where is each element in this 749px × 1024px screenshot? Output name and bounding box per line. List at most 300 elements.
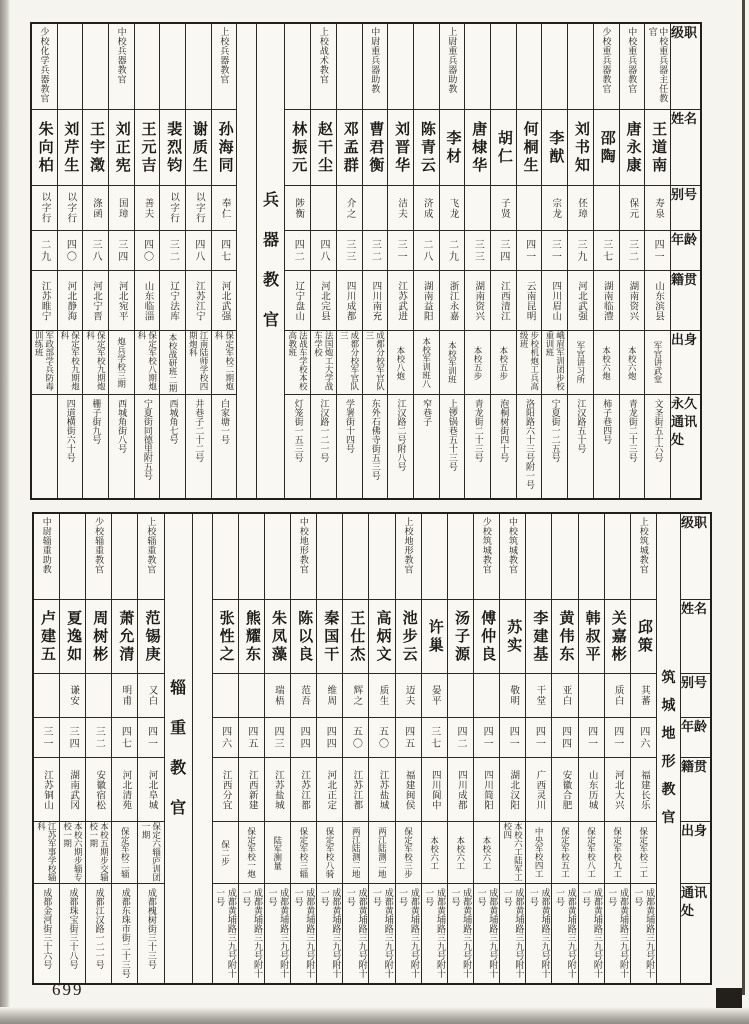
name-cell — [526, 600, 551, 674]
address-cell — [594, 395, 619, 498]
address-cell-text: 泡桐树街四十号 — [499, 399, 510, 462]
background-cell — [542, 331, 567, 395]
age-cell — [465, 231, 490, 271]
name-cell-text: 陈以良 — [296, 609, 313, 664]
alias-cell — [311, 186, 336, 231]
address-cell — [34, 884, 59, 983]
person-column — [59, 514, 85, 983]
alias-cell-text: 质白 — [612, 685, 623, 706]
native-place-cell-text: 安徽合肥 — [560, 769, 571, 810]
background-cell — [343, 822, 368, 884]
person-column — [211, 24, 237, 498]
background-cell-text: 本校五步 — [473, 345, 484, 380]
rank-cell-text: 上校辎重教官 — [146, 517, 157, 574]
name-cell-text: 孙海同 — [216, 120, 233, 175]
background-cell-text: 陆军测量 — [272, 835, 283, 870]
native-place-cell-text: 云南昆明 — [524, 280, 535, 321]
alias-cell-text: 伾璋 — [576, 197, 586, 219]
person-column — [185, 24, 211, 498]
name-cell-text: 傅仲良 — [479, 609, 496, 664]
age-cell-text: 四五 — [402, 725, 414, 750]
name-cell-text: 谢质生 — [190, 120, 207, 175]
address-cell — [58, 395, 83, 498]
alias-cell-text: 洁夫 — [396, 197, 407, 219]
address-cell-text: 成都黄埔路三九号附十一号 — [476, 888, 499, 978]
name-cell — [343, 600, 368, 674]
name-cell — [542, 110, 567, 186]
address-cell — [448, 884, 473, 983]
rank-cell — [388, 24, 413, 110]
person-column — [413, 24, 439, 498]
alias-cell — [138, 674, 163, 718]
name-cell-text: 邵陶 — [598, 129, 615, 166]
address-cell-text: 江汉路二号附八号 — [396, 399, 407, 471]
scan-edge-left — [0, 0, 10, 1024]
background-cell-text: 炮兵学校三期 — [116, 337, 127, 388]
age-cell-text: 三八 — [90, 238, 102, 263]
address-cell — [645, 395, 670, 498]
alias-cell — [542, 186, 567, 231]
name-cell — [631, 600, 656, 674]
background-cell — [60, 822, 85, 884]
native-place-cell — [135, 271, 160, 331]
background-cell-text: 保定军校九工 — [612, 827, 623, 878]
person-column — [85, 514, 111, 983]
rank-cell-text: 上尉重兵器助教 — [447, 27, 458, 94]
background-cell-text: 两江陆测二地 — [377, 827, 388, 878]
background-cell-text: 步校机炮工兵高级班 — [519, 331, 540, 391]
person-column — [134, 24, 160, 498]
native-place-cell-text: 江西新建 — [246, 769, 257, 810]
alias-cell-text: 陟衡 — [293, 197, 304, 219]
alias-cell — [645, 186, 670, 231]
name-cell-text: 周树彬 — [91, 609, 108, 664]
background-cell-text: 本校五步 — [498, 345, 509, 380]
name-cell-text: 朱凤藻 — [269, 609, 286, 664]
native-place-cell-text: 四川眉山 — [550, 280, 561, 321]
age-cell-text: 四一 — [611, 725, 623, 750]
native-place-cell-text: 河北大兴 — [612, 769, 623, 810]
background-cell-text: 军官讲武堂 — [652, 341, 663, 384]
address-cell-text: 成都江汉路一二一号 — [94, 888, 105, 969]
native-place-cell — [568, 271, 593, 331]
person-column — [111, 514, 137, 983]
alias-cell — [517, 186, 542, 231]
alias-cell — [414, 186, 439, 231]
name-cell — [491, 110, 516, 186]
native-place-cell-text: 河北宁晋 — [91, 280, 102, 321]
address-cell — [440, 395, 465, 498]
section-divider — [656, 514, 680, 983]
age-cell — [34, 718, 59, 758]
age-cell — [317, 718, 342, 758]
background-cell — [138, 822, 163, 884]
alias-cell — [422, 674, 447, 718]
scan-corner-mark — [716, 988, 742, 1008]
background-cell — [369, 822, 394, 884]
native-place-cell-text: 辽宁盘山 — [293, 280, 304, 321]
address-cell-text: 文圣街五十六号 — [653, 399, 664, 462]
age-cell-text: 四五 — [245, 725, 257, 750]
rank-cell — [605, 514, 630, 600]
age-cell-text: 三七 — [600, 238, 612, 263]
alias-cell-text: 质生 — [377, 685, 388, 706]
name-cell — [388, 110, 413, 186]
name-cell — [396, 600, 421, 674]
rank-cell — [34, 514, 59, 600]
age-cell-text: 四七 — [218, 238, 230, 263]
alias-cell — [291, 674, 316, 718]
rank-cell — [594, 24, 619, 110]
rank-cell-text: 中尉辎重助教 — [41, 517, 52, 574]
name-cell — [317, 600, 342, 674]
background-cell — [500, 822, 525, 884]
native-place-cell-text: 湖南临澧 — [601, 280, 612, 321]
person-column — [541, 24, 567, 498]
name-cell-text: 萧允清 — [117, 609, 134, 664]
address-cell-text: 成都黄埔路三九号附十一号 — [215, 888, 237, 978]
background-cell-text: 本校战研班二期 — [168, 332, 178, 393]
background-cell-text: 保定军校五工 — [560, 827, 571, 878]
person-column — [342, 514, 368, 983]
name-cell-text: 许巢 — [426, 618, 443, 655]
address-cell-text: 成都黄埔路三九号附十一号 — [345, 888, 368, 978]
background-cell-text: 本校六炮 — [627, 345, 638, 380]
native-place-cell-text: 安徽宿松 — [94, 769, 105, 810]
age-cell-text: 三一 — [395, 238, 407, 263]
alias-cell — [396, 674, 421, 718]
alias-cell — [135, 186, 160, 231]
person-column — [264, 514, 290, 983]
rank-cell-text: 少校化学兵器教官 — [39, 27, 50, 103]
age-cell — [135, 231, 160, 271]
age-cell-text: 四二 — [292, 238, 304, 263]
address-cell — [474, 884, 499, 983]
rank-cell — [291, 514, 316, 600]
address-cell-text: 成都黄埔路三九号附十一号 — [555, 888, 577, 978]
name-cell-text: 秦国干 — [322, 609, 339, 664]
alias-cell — [265, 674, 290, 718]
name-cell-text: 胡仁 — [495, 129, 512, 166]
name-cell — [58, 110, 83, 186]
alias-cell-text: 辉之 — [351, 685, 362, 706]
alias-cell — [605, 674, 630, 718]
name-cell-text: 王仕杰 — [348, 609, 365, 664]
age-cell — [138, 718, 163, 758]
rank-cell — [542, 24, 567, 110]
name-cell — [239, 600, 264, 674]
age-cell — [265, 718, 290, 758]
background-cell-text: 本校六炮 — [601, 345, 612, 380]
address-cell-text: 成都黄埔路三九号附十一号 — [581, 888, 603, 978]
rank-cell — [526, 514, 551, 600]
background-cell — [186, 331, 211, 395]
rank-cell — [213, 514, 238, 600]
name-cell-text: 赵干尘 — [316, 120, 332, 175]
rank-cell — [265, 514, 290, 600]
alias-cell-text: 以字行 — [168, 192, 179, 224]
address-cell — [465, 395, 490, 498]
native-place-cell — [86, 758, 111, 822]
background-cell-text: 本校军训班八 — [421, 337, 432, 388]
age-cell — [568, 231, 593, 271]
name-cell — [440, 110, 465, 186]
native-place-cell — [109, 271, 134, 331]
rank-cell — [552, 514, 577, 600]
alias-cell-text: 晏平 — [429, 685, 440, 706]
native-place-cell — [396, 758, 421, 822]
alias-cell — [568, 186, 593, 231]
name-cell — [138, 600, 163, 674]
alias-cell-text: 保元 — [627, 197, 638, 219]
address-cell — [414, 395, 439, 498]
person-column — [362, 24, 388, 498]
address-cell — [213, 884, 238, 983]
person-column — [567, 24, 593, 498]
name-cell-text: 张性之 — [217, 609, 234, 664]
address-cell-text: 成都黄埔路三九号附十一号 — [424, 888, 446, 978]
age-cell-text: 四一 — [533, 725, 545, 750]
native-place-cell — [465, 271, 490, 331]
address-cell — [542, 395, 567, 498]
background-cell-text: 保定六辎庐训团一期 — [141, 822, 162, 882]
name-cell-text: 王道南 — [650, 120, 667, 175]
rank-cell — [500, 514, 525, 600]
rank-cell-text: 中校重兵器主任教官 — [647, 27, 669, 103]
background-cell — [568, 331, 593, 395]
native-place-cell — [213, 758, 238, 822]
name-cell-text: 熊耀东 — [243, 609, 260, 664]
person-column — [34, 514, 59, 983]
address-cell-text: 成都黄埔路三九号附十一号 — [293, 888, 316, 978]
name-cell — [186, 110, 211, 186]
background-cell — [239, 822, 264, 884]
native-place-cell — [337, 271, 362, 331]
background-cell-text: 江南陆师学校四期炮科 — [188, 331, 210, 391]
address-cell — [109, 395, 134, 498]
address-cell-text: 东外石佛寺街五三号 — [370, 399, 381, 480]
rank-cell — [414, 24, 439, 110]
section-title: 筑 城 地 形 教 官 — [661, 670, 676, 826]
native-place-cell — [265, 758, 290, 822]
age-cell-text: 四四 — [559, 725, 571, 750]
name-cell — [568, 110, 593, 186]
name-cell-text: 唐永康 — [624, 120, 641, 175]
native-place-cell — [500, 758, 525, 822]
address-cell-text: 学署街十四号 — [345, 399, 356, 453]
native-place-cell-text: 辽宁法库 — [168, 280, 179, 321]
background-cell-text: 本校八炮 — [395, 345, 406, 380]
age-cell-text: 二九 — [38, 238, 50, 263]
age-cell-text: 三二 — [93, 725, 105, 750]
background-cell-text: 保定军校九期炮科 — [85, 331, 107, 391]
native-place-cell — [542, 271, 567, 331]
name-cell — [594, 110, 619, 186]
native-place-cell-text: 四川简阳 — [482, 769, 493, 810]
background-cell — [552, 822, 577, 884]
age-cell-text: 四七 — [119, 725, 131, 750]
name-cell-text: 夏逸如 — [65, 609, 82, 664]
native-place-cell-text: 江苏江宁 — [193, 280, 204, 321]
name-cell — [414, 110, 439, 186]
rank-cell — [212, 24, 237, 110]
address-cell-text: 成都黄埔路三九号附十一号 — [502, 888, 525, 978]
alias-cell-text: 范吾 — [299, 685, 310, 706]
row-labels-column — [670, 24, 700, 498]
alias-cell — [58, 186, 83, 231]
age-cell — [343, 718, 368, 758]
native-place-cell — [517, 271, 542, 331]
age-cell-text: 四四 — [324, 725, 336, 750]
native-place-cell-text: 江苏江都 — [299, 769, 310, 810]
background-cell-text: 军政部学兵防毒训练班 — [34, 331, 55, 391]
rank-cell — [311, 24, 336, 110]
age-cell-text: 四四 — [298, 725, 310, 750]
native-place-cell-text: 河北正定 — [325, 769, 336, 810]
alias-cell — [369, 674, 394, 718]
name-cell — [337, 110, 362, 186]
alias-cell — [86, 674, 111, 718]
alias-cell — [239, 674, 264, 718]
address-cell — [526, 884, 551, 983]
background-cell — [265, 822, 290, 884]
age-cell-text: 四一 — [481, 725, 493, 750]
rank-cell — [135, 24, 160, 110]
alias-cell-text: 以字行 — [39, 192, 50, 224]
native-place-cell-text: 湖南资兴 — [627, 280, 638, 321]
person-column — [644, 24, 670, 498]
address-cell-text: 井巷子二十二号 — [194, 399, 205, 462]
name-cell-text: 朱向柏 — [36, 120, 53, 175]
background-cell — [213, 822, 238, 884]
age-cell-text: 四一 — [652, 238, 664, 263]
alias-cell-text: 宗龙 — [550, 197, 561, 219]
person-column — [551, 514, 577, 983]
row-label: 籍贯 — [671, 271, 700, 331]
person-column — [137, 514, 163, 983]
rank-cell-text: 少校筑城教官 — [481, 517, 492, 574]
age-cell-text: 四一 — [507, 725, 519, 750]
native-place-cell-text: 河北静海 — [65, 280, 76, 321]
native-place-cell — [160, 271, 185, 331]
address-cell-text: 成都黄埔路三九号附十一号 — [528, 888, 551, 978]
rank-cell — [337, 24, 362, 110]
background-cell-text: 保定军校二辎 — [120, 827, 131, 878]
address-cell — [337, 395, 362, 498]
alias-cell — [213, 674, 238, 718]
alias-cell-text: 又白 — [146, 685, 157, 706]
background-cell — [645, 331, 670, 395]
age-cell-text: 四一 — [585, 725, 597, 750]
native-place-cell — [285, 271, 310, 331]
alias-cell — [109, 186, 134, 231]
address-cell-text: 窄巷子 — [422, 399, 433, 426]
alias-cell-text: 寿泉 — [653, 197, 664, 219]
rank-cell — [474, 514, 499, 600]
address-cell — [620, 395, 645, 498]
person-column — [108, 24, 134, 498]
background-cell — [491, 331, 516, 395]
address-cell — [212, 395, 237, 498]
page-number: 699 — [52, 980, 84, 999]
background-cell — [317, 822, 342, 884]
name-cell-text: 林振元 — [290, 120, 307, 175]
native-place-cell-text: 江苏盐城 — [272, 769, 283, 810]
rank-cell — [465, 24, 490, 110]
name-cell-text: 王元吉 — [139, 120, 156, 175]
name-cell-text: 范锡庚 — [143, 609, 160, 664]
age-cell — [239, 718, 264, 758]
age-cell-text: 三一 — [40, 725, 52, 750]
name-cell — [465, 110, 490, 186]
alias-cell — [440, 186, 465, 231]
age-cell — [631, 718, 656, 758]
alias-cell-text: 瑞梧 — [272, 685, 283, 706]
alias-cell-text: 子贤 — [498, 197, 509, 219]
person-column — [464, 24, 490, 498]
background-cell — [34, 822, 59, 884]
age-cell — [291, 718, 316, 758]
native-place-cell — [474, 758, 499, 822]
rank-cell — [440, 24, 465, 110]
name-cell-text: 韩叔平 — [583, 609, 600, 664]
rank-cell — [369, 514, 394, 600]
rank-cell — [343, 514, 368, 600]
alias-cell-text: 以字行 — [193, 192, 204, 224]
row-labels-column — [680, 514, 710, 983]
age-cell-text: 四六 — [637, 725, 649, 750]
age-cell — [60, 718, 85, 758]
native-place-cell — [552, 758, 577, 822]
rank-cell — [58, 24, 83, 110]
age-cell — [109, 231, 134, 271]
alias-cell — [500, 674, 525, 718]
alias-cell-text: 谦安 — [68, 685, 79, 706]
name-cell-text: 何桐生 — [521, 120, 538, 175]
background-cell — [579, 822, 604, 884]
age-cell-text: 二九 — [446, 238, 458, 263]
native-place-cell-text: 山东滨县 — [653, 280, 664, 321]
alias-cell — [491, 186, 516, 231]
rank-cell-text: 少校重兵器教官 — [601, 27, 612, 94]
name-cell — [517, 110, 542, 186]
age-cell — [186, 231, 211, 271]
native-place-cell-text: 广西灵川 — [534, 769, 545, 810]
age-cell-text: 五〇 — [350, 725, 362, 750]
rank-cell — [186, 24, 211, 110]
name-cell — [213, 600, 238, 674]
address-cell — [112, 884, 137, 983]
row-label: 出身 — [681, 822, 710, 884]
native-place-cell-text: 江西分宜 — [220, 769, 231, 810]
background-cell — [86, 822, 111, 884]
age-cell — [83, 231, 108, 271]
native-place-cell — [605, 758, 630, 822]
background-cell-text: 保定军校一炮 — [246, 827, 257, 878]
alias-cell — [631, 674, 656, 718]
address-cell-text: 成都金河街三十六号 — [42, 888, 53, 969]
age-cell — [311, 231, 336, 271]
name-cell-text: 刘晋华 — [393, 120, 410, 175]
row-label: 出身 — [671, 331, 700, 395]
person-column — [238, 514, 264, 983]
age-cell-text: 五〇 — [376, 725, 388, 750]
age-cell — [337, 231, 362, 271]
rank-cell-text: 中尉重兵器助教 — [370, 27, 381, 94]
age-cell — [396, 718, 421, 758]
name-cell-text: 邱策 — [635, 618, 652, 655]
alias-cell-text: 以字行 — [65, 192, 76, 224]
